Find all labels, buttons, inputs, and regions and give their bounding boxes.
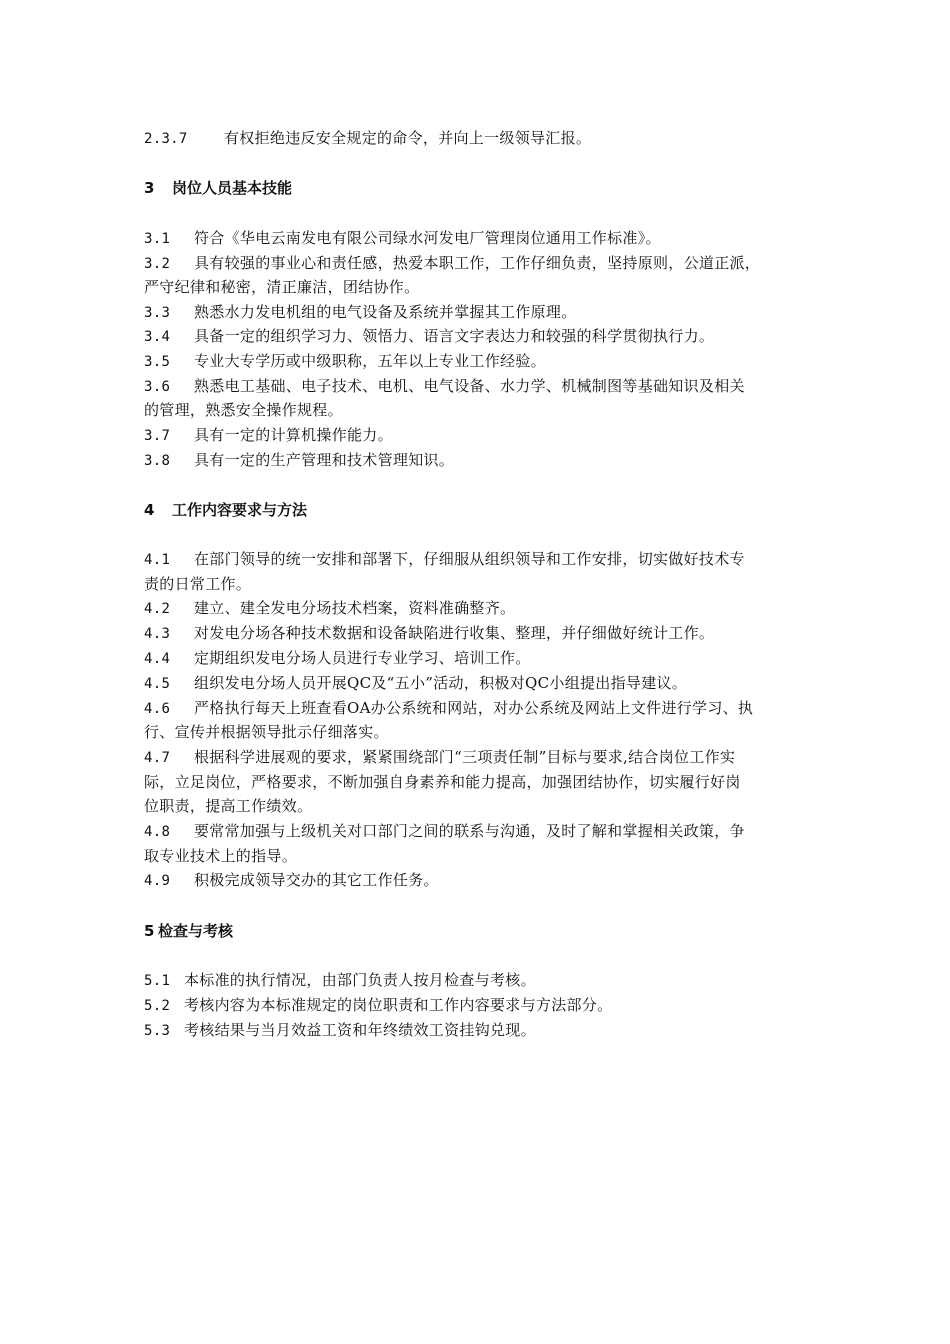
clause-number: 4.2 [144,601,171,617]
clause-4-6-continuation: 行、宣传并根据领导批示仔细落实。 [144,723,389,741]
clause-number: 3.3 [144,305,171,321]
clause-3-8 [144,450,454,471]
clause-3-2 [144,253,760,274]
clause-4-9 [144,870,439,891]
section-title: 岗位人员基本技能 [172,179,293,197]
clause-3-7 [144,425,393,446]
clause-4-2 [144,598,515,619]
clause-4-1 [144,549,745,570]
clause-3-2-continuation: 严守纪律和秘密，清正廉洁，团结协作。 [144,278,420,296]
section-number: 4 [144,501,155,519]
clause-3-6 [144,376,745,397]
section-heading-4 [144,500,307,520]
clause-text: 具有一定的生产管理和技术管理知识。 [194,451,455,469]
clause-4-3 [144,623,714,644]
clause-text: 要常常加强与上级机关对口部门之间的联系与沟通，及时了解和掌握相关政策，争 [194,822,745,840]
clause-3-6-continuation: 的管理，熟悉安全操作规程。 [144,401,343,419]
clause-number: 2.3.7 [144,131,188,147]
clause-4-7-continuation: 际，立足岗位，严格要求，不断加强自身素养和能力提高，加强团结协作，切实履行好岗 [144,773,741,791]
clause-number: 4.3 [144,626,171,642]
clause-4-8-continuation: 取专业技术上的指导。 [144,847,298,865]
clause-number: 3.7 [144,428,171,444]
clause-number: 3.6 [144,379,171,395]
clause-4-5 [144,673,687,694]
clause-text: 根据科学进展观的要求，紧紧围绕部门“三项责任制”目标与要求,结合岗位工作实 [194,748,736,766]
clause-text: 具备一定的组织学习力、领悟力、语言文字表达力和较强的科学贯彻执行力。 [194,327,715,345]
clause-number: 4.4 [144,651,171,667]
clause-number: 3.2 [144,256,171,272]
section-title: 工作内容要求与方法 [172,501,308,519]
clause-4-1-continuation: 责的日常工作。 [144,575,252,593]
clause-number: 4.9 [144,873,171,889]
clause-2-3-7 [144,128,591,149]
clause-number: 4.7 [144,750,171,766]
clause-number: 3.8 [144,453,171,469]
clause-3-5 [144,351,546,372]
clause-text: 考核内容为本标准规定的岗位职责和工作内容要求与方法部分。 [184,996,613,1014]
clause-text: 专业大专学历或中级职称，五年以上专业工作经验。 [194,352,546,370]
clause-4-4 [144,648,531,669]
clause-3-1 [144,228,661,249]
section-title: 检查与考核 [158,922,234,940]
clause-text: 组织发电分场人员开展QC及“五小”活动，积极对QC小组提出指导建议。 [194,674,688,692]
clause-text: 建立、建全发电分场技术档案，资料准确整齐。 [194,599,516,617]
clause-number: 4.1 [144,552,171,568]
clause-number: 3.5 [144,354,171,370]
clause-number: 4.5 [144,676,171,692]
section-heading-3 [144,178,292,198]
clause-text: 定期组织发电分场人员进行专业学习、培训工作。 [194,649,531,667]
clause-text: 有权拒绝违反安全规定的命令，并向上一级领导汇报。 [224,129,592,147]
clause-text: 具有一定的计算机操作能力。 [194,426,393,444]
clause-text: 符合《华电云南发电有限公司绿水河发电厂管理岗位通用工作标准》。 [194,229,661,247]
section-number: 5 [144,922,155,940]
clause-3-4 [144,326,714,347]
clause-4-7 [144,747,735,768]
section-heading-5 [144,921,233,941]
clause-5-3 [144,1020,536,1041]
clause-number: 4.8 [144,824,171,840]
clause-text: 考核结果与当月效益工资和年终绩效工资挂钩兑现。 [184,1021,536,1039]
clause-text: 熟悉电工基础、电子技术、电机、电气设备、水力学、机械制图等基础知识及相关 [194,377,745,395]
clause-number: 3.1 [144,231,171,247]
clause-number: 4.6 [144,701,171,717]
clause-5-2 [144,995,612,1016]
clause-number: 5.1 [144,973,171,989]
clause-number: 5.2 [144,998,171,1014]
clause-number: 5.3 [144,1023,171,1039]
clause-4-8 [144,821,745,842]
clause-number: 3.4 [144,329,171,345]
clause-text: 熟悉水力发电机组的电气设备及系统并掌握其工作原理。 [194,303,577,321]
clause-text: 具有较强的事业心和责任感，热爱本职工作，工作仔细负责，坚持原则，公道正派， [194,254,761,272]
clause-4-6 [144,698,753,719]
clause-4-7-continuation-2: 位职责，提高工作绩效。 [144,797,313,815]
clause-3-3 [144,302,577,323]
clause-text: 对发电分场各种技术数据和设备缺陷进行收集、整理，并仔细做好统计工作。 [194,624,715,642]
clause-text: 积极完成领导交办的其它工作任务。 [194,871,439,889]
clause-5-1 [144,970,536,991]
clause-text: 在部门领导的统一安排和部署下，仔细服从组织领导和工作安排，切实做好技术专 [194,550,745,568]
clause-text: 本标准的执行情况，由部门负责人按月检查与考核。 [184,971,536,989]
section-number: 3 [144,179,155,197]
clause-text: 严格执行每天上班查看OA办公系统和网站，对办公系统及网站上文件进行学习、执 [194,699,754,717]
